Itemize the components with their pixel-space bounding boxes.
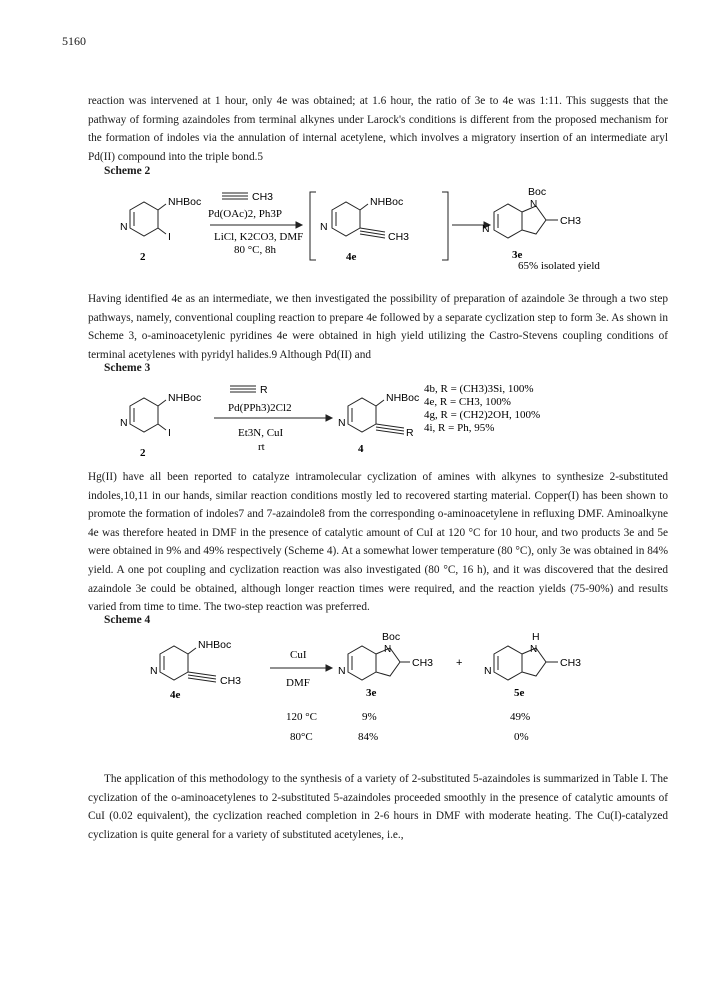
- s4-p1-boc: Boc: [382, 631, 401, 643]
- s2-reagent-line1: Pd(OAc)2, Ph3P: [208, 208, 282, 220]
- s4-sm-ch3: CH3: [220, 675, 242, 687]
- s3-reagent-line1: Pd(PPh3)2Cl2: [228, 402, 292, 414]
- s4-row0-5e: 49%: [510, 711, 531, 723]
- s2-prod-ch3: CH3: [560, 215, 582, 227]
- s2-prod-py-n: N: [482, 223, 490, 235]
- s2-sm-nhboc: NHBoc: [168, 196, 202, 208]
- s2-sm-n: N: [120, 221, 128, 233]
- s4-p2-n: N: [530, 644, 538, 655]
- s3-sm-n: N: [120, 417, 128, 429]
- s2-prod-label: 3e: [512, 249, 523, 261]
- s4-p1-n: N: [384, 644, 392, 655]
- paragraph-3: Hg(II) have all been reported to catalyze intramolecular cyclization of amines with alkynes to synthesize 2-substituted indoles,10,11 in our hands, similar reaction conditions mostly led to recovered starting material. Copper(I) has been shown to promote the formation of indoles7 and 7-azaindole8 from the corresponding o-aminoacetylene in refluxing DMF. Aminoalkyne 4e was therefore heated in DMF in the presence of catalytic amount of CuI at 120 °C for 10 hour, and two products 3e and 5e were obtained in 9% and 49% respectively (Scheme 4). At a somewhat lower temperature (80 °C), only 3e was obtained in 84% yield. A one pot coupling and cyclization reaction was also investigated (80 °C, 16 h), and it was discovered that the desired azaindole 3e could be obtained, although longer reaction times were required, and the reaction yields (75-90%) and results varied from time to time. The two-step reaction was preferred.: [88, 471, 668, 614]
- s3-result-2: 4g, R = (CH2)2OH, 100%: [424, 409, 541, 421]
- s3-result-0: 4b, R = (CH3)3Si, 100%: [424, 383, 534, 395]
- s4-row1-3e: 84%: [358, 731, 379, 743]
- scheme-2-title: Scheme 2: [104, 165, 151, 177]
- scheme-3-figure: [100, 378, 620, 458]
- paragraph-4: The application of this methodology to the synthesis of a variety of 2-substituted 5-azaindoles is summarized in Table I. The cyclization of the o-aminoacetylenes to 2-substituted 5-azaindoles proceeded smoothly in the presence of catalytic amounts of CuI (0.02 equivalent), the cyclization reached completion in 2-6 hours in DMF with moderate heating. The Cu(I)-catalyzed cyclization is quite general for a variety of substituted acetylenes, i.e.,: [88, 773, 668, 841]
- s2-prod-n: N: [530, 199, 538, 210]
- s3-reagent-r: R: [260, 384, 268, 396]
- s2-reagent-line2: LiCl, K2CO3, DMF: [214, 231, 304, 243]
- s4-p2-py-n: N: [484, 665, 492, 677]
- scheme-3-title: Scheme 3: [104, 362, 151, 374]
- s2-prod-yield: 65% isolated yield: [518, 260, 600, 272]
- s4-reagent-bottom: DMF: [286, 677, 310, 689]
- s4-p1-label: 3e: [366, 687, 377, 699]
- scheme-4-figure: [140, 630, 620, 748]
- s3-sm-nhboc: NHBoc: [168, 392, 202, 404]
- s2-reagent-line3: 80 °C, 8h: [234, 244, 276, 256]
- s3-sm-i: I: [168, 427, 171, 439]
- s4-p2-ch3: CH3: [560, 657, 582, 669]
- paragraph-1: reaction was intervened at 1 hour, only 4e was obtained; at 1.6 hour, the ratio of 3e to 4e was 1:11. This suggests that the pathway of forming azaindoles from terminal alkynes under Larock's conditions is different from the proposed mechanism for the formation of indoles via the annulation of internal acetylene, which involves a migratory insertion of an intermediate aryl Pd(II) compound into the triple bond.5: [88, 95, 668, 163]
- s4-p1-py-n: N: [338, 665, 346, 677]
- page-number: 5160: [62, 34, 86, 48]
- s2-reagent-ch3: CH3: [252, 191, 274, 203]
- scheme-2-figure: [100, 180, 620, 272]
- s3-prod-label: 4: [358, 443, 364, 455]
- s2-prod-boc: Boc: [528, 186, 547, 198]
- s4-reagent-top: CuI: [290, 649, 307, 661]
- s4-row0-3e: 9%: [362, 711, 377, 723]
- s4-row1-temp: 80°C: [290, 731, 313, 743]
- s4-p2-h: H: [532, 631, 540, 643]
- s3-result-3: 4i, R = Ph, 95%: [424, 422, 495, 434]
- s3-result-1: 4e, R = CH3, 100%: [424, 396, 511, 408]
- s2-sm-label: 2: [140, 251, 146, 263]
- s2-int-nhboc: NHBoc: [370, 196, 404, 208]
- s4-p1-ch3: CH3: [412, 657, 434, 669]
- s3-prod-nhboc: NHBoc: [386, 392, 420, 404]
- s3-sm-label: 2: [140, 447, 146, 458]
- s4-sm-n: N: [150, 665, 158, 677]
- s2-int-ch3: CH3: [388, 231, 410, 243]
- s3-prod-r: R: [406, 427, 414, 439]
- paragraph-2: Having identified 4e as an intermediate, we then investigated the possibility of preparation of azaindole 3e through a two step pathways, namely, conventional coupling reaction to prepare 4e followed by a separate cyclization step to form 3e. As shown in Scheme 3, o-aminoacetylenic pyridines 4e were obtained in high yield utilizing the Castro-Stevens coupling conditions of terminal acetylenes with pyridyl halides.9 Although Pd(II) and: [88, 293, 668, 361]
- s4-sm-label: 4e: [170, 689, 181, 701]
- s3-prod-n: N: [338, 417, 346, 429]
- s3-reagent-line3: rt: [258, 441, 265, 453]
- s4-sm-nhboc: NHBoc: [198, 639, 232, 651]
- s3-reagent-line2: Et3N, CuI: [238, 427, 284, 439]
- s4-plus: +: [456, 657, 463, 669]
- s2-int-n: N: [320, 221, 328, 233]
- s4-p2-label: 5e: [514, 687, 525, 699]
- scheme-4-title: Scheme 4: [104, 614, 151, 626]
- s2-sm-i: I: [168, 231, 171, 243]
- s2-int-label: 4e: [346, 251, 357, 263]
- s4-row1-5e: 0%: [514, 731, 529, 743]
- s4-row0-temp: 120 °C: [286, 711, 317, 723]
